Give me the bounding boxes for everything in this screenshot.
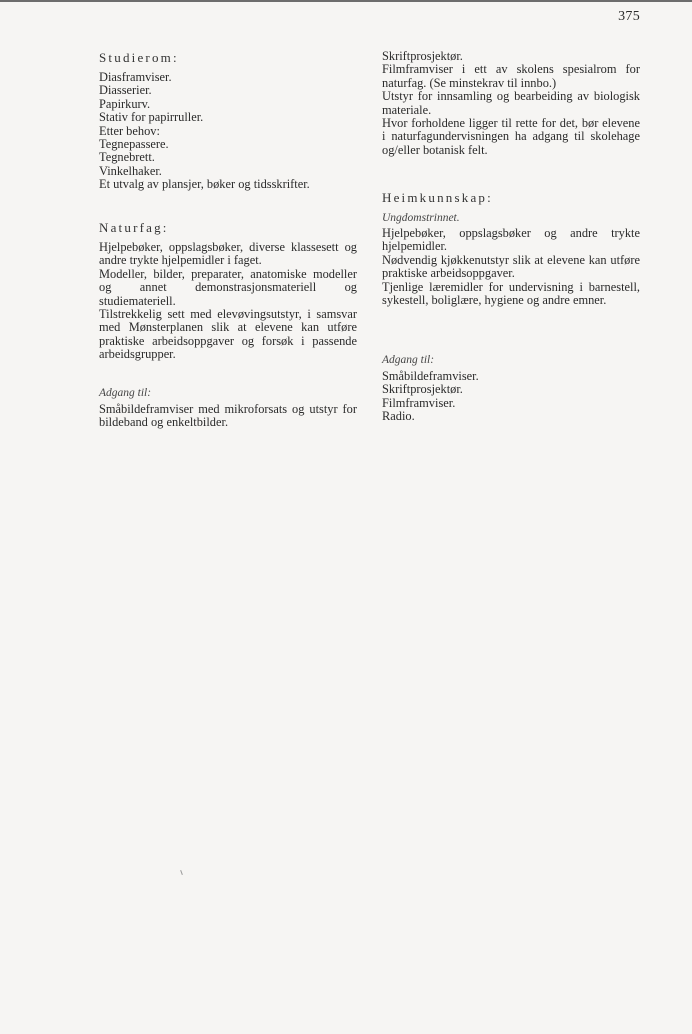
list-item: Skriftprosjektør.	[382, 382, 463, 397]
paragraph: Tilstrekkelig sett med elevøvingsutstyr, i samsvar med Mønsterplanen slik at elevene kan utføre praktiske arbeidsoppgaver og forsøk i passende arbeidsgrupper.	[99, 307, 357, 362]
list-item: Diasserier.	[99, 83, 152, 98]
list-item: Filmframviser.	[382, 395, 456, 410]
list-item: Tegnepassere.	[99, 137, 169, 152]
access-text: Småbildeframviser med mikroforsats og utstyr for bildeband og enkeltbilder.	[99, 402, 357, 430]
print-speck	[180, 870, 183, 875]
paragraph: Hvor forholdene ligger til rette for det, bør elevene i naturfagundervisningen ha adgang til skolehage og/eller botanisk felt.	[382, 116, 640, 157]
list-item: Et utvalg av plansjer, bøker og tidsskrifter.	[99, 177, 310, 192]
subheading-ungdomstrinnet: Ungdomstrinnet.	[382, 212, 460, 224]
list-item: Etter behov:	[99, 123, 160, 138]
naturfag-access	[99, 386, 357, 430]
heimkunnskap-access	[382, 353, 640, 424]
list-item: Vinkelhaker.	[99, 163, 162, 178]
page-top-edge	[0, 0, 692, 2]
section-heimkunnskap	[382, 190, 640, 307]
section-heading-heimkunnskap: Heimkunnskap:	[382, 190, 493, 205]
list-item: Småbildeframviser.	[382, 369, 479, 383]
paragraph: Utstyr for innsamling og bearbeiding av biologisk materiale.	[382, 89, 640, 117]
paragraph: Filmframviser i ett av skolens spesialrom for naturfag. (Se minstekrav til innbo.)	[382, 62, 640, 90]
list-item: Diasframviser.	[99, 70, 172, 84]
section-naturfag	[99, 220, 357, 362]
list-item: Radio.	[382, 409, 415, 424]
list-item: Papirkurv.	[99, 96, 151, 111]
access-label: Adgang til:	[99, 387, 152, 399]
section-studierom	[99, 50, 357, 192]
access-label: Adgang til:	[382, 354, 435, 366]
list-item: Tegnebrett.	[99, 150, 155, 165]
studierom-list	[99, 71, 357, 192]
naturfag-continued	[382, 50, 640, 157]
list-item: Stativ for papirruller.	[99, 110, 204, 125]
heimkunnskap-paragraphs	[382, 227, 640, 307]
section-heading-naturfag: Naturfag:	[99, 220, 169, 235]
paragraph: Tjenlige læremidler for undervisning i barnestell, sykestell, boliglære, hygiene og andre emner.	[382, 279, 640, 308]
access-list	[382, 370, 640, 424]
paragraph: Hjelpebøker, oppslagsbøker, diverse klassesett og andre trykte hjelpemidler i faget.	[99, 240, 357, 268]
page-number: 375	[618, 9, 640, 24]
paragraph: Skriftprosjektør.	[382, 49, 463, 63]
paragraph: Hjelpebøker, oppslagsbøker og andre trykte hjelpemidler.	[382, 226, 640, 254]
paragraph: Nødvendig kjøkkenutstyr slik at elevene kan utføre praktiske arbeidsoppgaver.	[382, 252, 640, 281]
section-heading-studierom: Studierom:	[99, 50, 179, 65]
naturfag-paragraphs	[99, 241, 357, 362]
paragraph: Modeller, bilder, preparater, anatomiske modeller og annet demonstrasjonsmateriell og studiemateriell.	[99, 266, 357, 308]
